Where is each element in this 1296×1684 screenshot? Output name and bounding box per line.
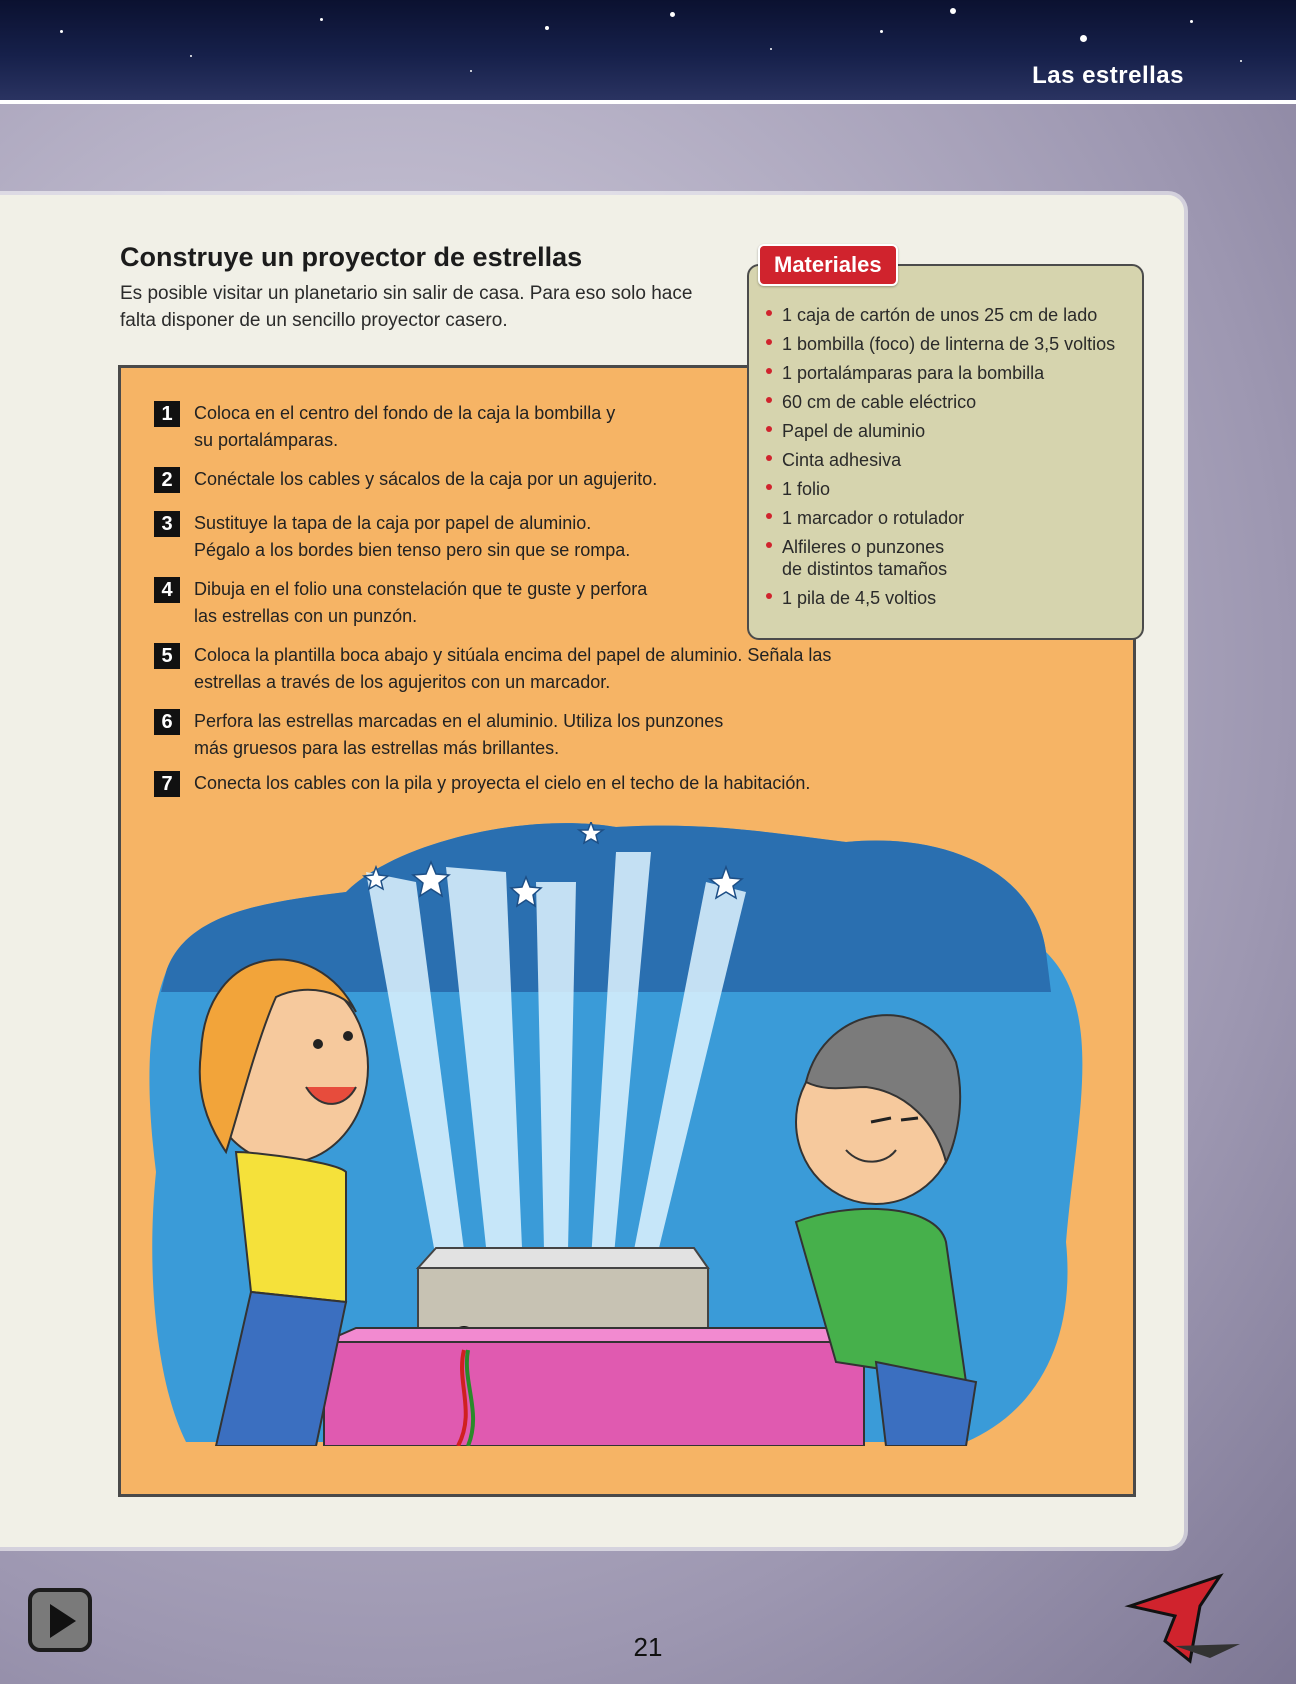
star-projector-illustration	[146, 822, 1106, 1446]
star-dot	[1080, 35, 1087, 42]
star-dot	[320, 18, 323, 21]
step-text: Perfora las estrellas marcadas en el aluminio. Utiliza los punzones más gruesos para las estrellas más brillantes.	[194, 711, 724, 758]
star-dot	[470, 70, 472, 72]
step-text: Dibuja en el folio una constelación que te guste y perfora las estrellas con un punzón.	[194, 579, 648, 626]
step-number: 5	[154, 643, 180, 669]
step-number: 6	[154, 709, 180, 735]
step-item	[154, 642, 844, 696]
publisher-logo	[1120, 1566, 1250, 1666]
material-item: Papel de aluminio	[764, 420, 1136, 442]
step-number: 1	[154, 401, 180, 427]
star-dot	[545, 26, 549, 30]
step-item	[154, 576, 664, 630]
materials-list	[764, 304, 1136, 616]
page-number: 21	[633, 1632, 663, 1662]
star-dot	[60, 30, 63, 33]
material-item: 1 bombilla (foco) de linterna de 3,5 voltios	[764, 333, 1136, 355]
material-item: Cinta adhesiva	[764, 449, 1136, 471]
step-item	[154, 770, 844, 797]
material-item: 1 pila de 4,5 voltios	[764, 587, 1136, 609]
step-text: Conecta los cables con la pila y proyecta el cielo en el techo de la habitación.	[194, 773, 811, 793]
star-dot	[880, 30, 883, 33]
material-item: 60 cm de cable eléctrico	[764, 391, 1136, 413]
step-item	[154, 400, 624, 454]
materials-label: Materiales	[758, 244, 898, 286]
section-title: Las estrellas	[1032, 62, 1184, 89]
play-button[interactable]	[28, 1588, 92, 1652]
step-item	[154, 708, 754, 762]
material-item: 1 caja de cartón de unos 25 cm de lado	[764, 304, 1136, 326]
play-icon	[50, 1604, 76, 1638]
material-item: 1 folio	[764, 478, 1136, 500]
step-text: Coloca en el centro del fondo de la caja la bombilla y su portalámparas.	[194, 403, 616, 450]
material-item: 1 marcador o rotulador	[764, 507, 1136, 529]
step-text: Coloca la plantilla boca abajo y sitúala encima del papel de aluminio. Señala las estrellas a través de los agujeritos con un marcador.	[194, 645, 832, 692]
step-item	[154, 466, 844, 493]
star-dot	[190, 55, 192, 57]
star-dot	[950, 8, 956, 14]
step-number: 4	[154, 577, 180, 603]
step-item	[154, 510, 644, 564]
step-text: Sustituye la tapa de la caja por papel de aluminio. Pégalo a los bordes bien tenso pero sin que se rompa.	[194, 513, 631, 560]
step-text: Conéctale los cables y sácalos de la caja por un agujerito.	[194, 469, 658, 489]
star-dot	[1190, 20, 1193, 23]
step-number: 2	[154, 467, 180, 493]
material-item: Alfileres o punzones de distintos tamaños	[764, 536, 962, 580]
star-dot	[770, 48, 772, 50]
star-dot	[670, 12, 675, 17]
material-item: 1 portalámparas para la bombilla	[764, 362, 1136, 384]
step-number: 7	[154, 771, 180, 797]
star-dot	[1240, 60, 1242, 62]
step-number: 3	[154, 511, 180, 537]
starfield-header	[0, 0, 1296, 104]
activity-title: Construye un proyector de estrellas	[120, 242, 583, 272]
activity-intro: Es posible visitar un planetario sin salir de casa. Para eso solo hace falta disponer de un sencillo proyector casero.	[120, 283, 693, 331]
